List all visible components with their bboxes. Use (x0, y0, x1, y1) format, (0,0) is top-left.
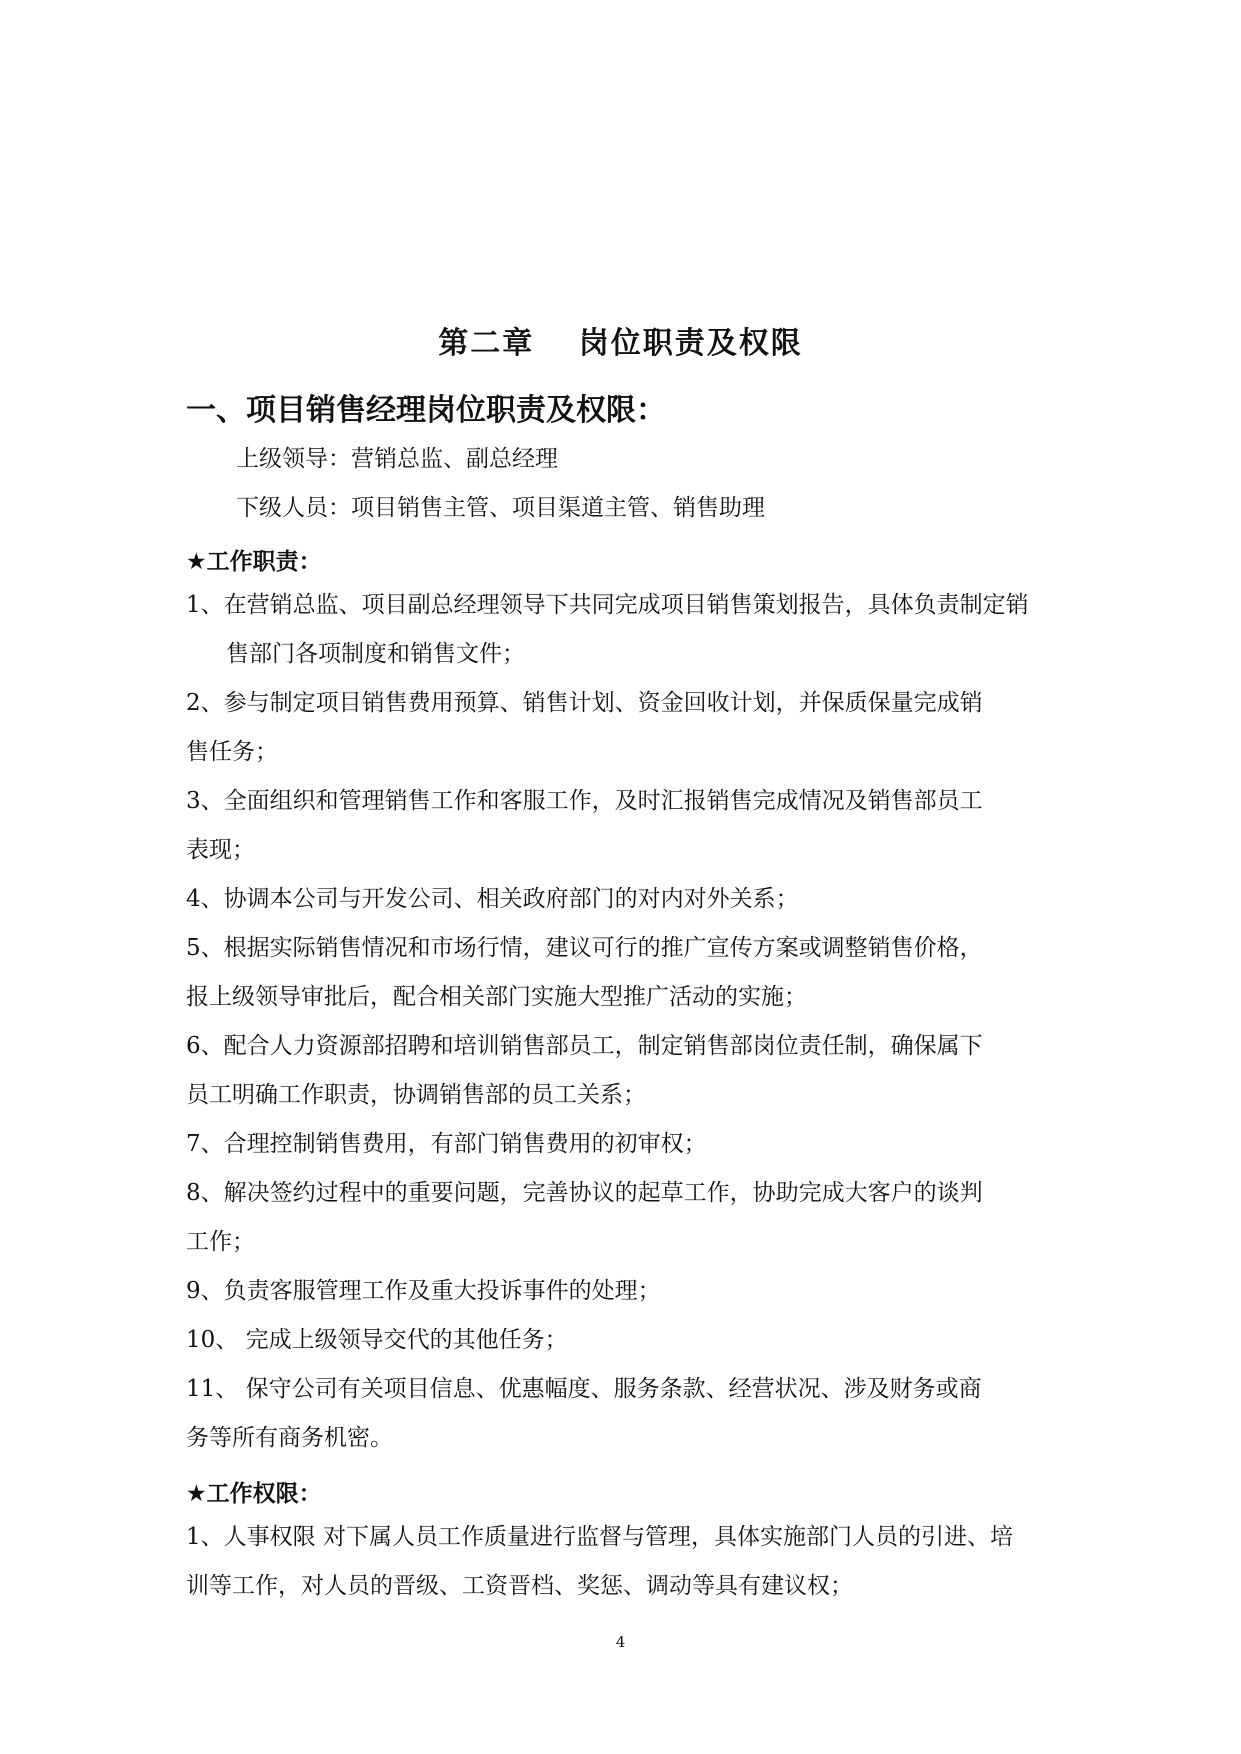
duty-3-line-2: 表现； (186, 837, 255, 863)
duty-7-line-1: 7、合理控制销售费用，有部门销售费用的初审权； (186, 1131, 707, 1157)
duty-6-line-1: 6、配合人力资源部招聘和培训销售部员工，制定销售部岗位责任制，确保属下 (186, 1033, 983, 1059)
duty-8-line-2: 工作； (186, 1229, 255, 1255)
duty-1-line-2: 售部门各项制度和销售文件； (226, 641, 525, 667)
duty-6-line-2: 员工明确工作职责，协调销售部的员工关系； (186, 1082, 646, 1108)
duty-9-line-1: 9、负责客服管理工作及重大投诉事件的处理； (186, 1278, 661, 1304)
section-title: 一、项目销售经理岗位职责及权限： (186, 393, 666, 428)
duty-2-line-2: 售任务； (186, 739, 278, 765)
chapter-title: 第二章 岗位职责及权限 (438, 326, 803, 361)
duty-1-line-1: 1、在营销总监、项目副总经理领导下共同完成项目销售策划报告，具体负责制定销 (186, 592, 1029, 618)
duty-2-line-1: 2、参与制定项目销售费用预算、销售计划、资金回收计划，并保质保量完成销 (186, 690, 983, 716)
superior-line: 上级领导：营销总监、副总经理 (236, 446, 558, 472)
duty-5-line-1: 5、根据实际销售情况和市场行情，建议可行的推广宣传方案或调整销售价格， (186, 935, 983, 961)
page-number: 4 (615, 1633, 626, 1651)
duty-11-line-1: 11、 保守公司有关项目信息、优惠幅度、服务条款、经营状况、涉及财务或商 (186, 1376, 982, 1402)
duty-8-line-1: 8、解决签约过程中的重要问题，完善协议的起草工作，协助完成大客户的谈判 (186, 1180, 983, 1206)
duties-heading: ★工作职责： (186, 549, 322, 575)
subordinates-line: 下级人员：项目销售主管、项目渠道主管、销售助理 (236, 495, 765, 521)
authority-1-line-1: 1、人事权限 对下属人员工作质量进行监督与管理，具体实施部门人员的引进、培 (186, 1524, 1013, 1550)
duty-5-line-2: 报上级领导审批后，配合相关部门实施大型推广活动的实施； (186, 984, 807, 1010)
authority-heading: ★工作权限： (186, 1481, 322, 1507)
authority-1-line-2: 训等工作，对人员的晋级、工资晋档、奖惩、调动等具有建议权； (186, 1573, 853, 1599)
duty-4-line-1: 4、协调本公司与开发公司、相关政府部门的对内对外关系； (186, 886, 799, 912)
duty-11-line-2: 务等所有商务机密。 (186, 1425, 393, 1451)
duty-3-line-1: 3、全面组织和管理销售工作和客服工作，及时汇报销售完成情况及销售部员工 (186, 788, 983, 814)
duty-10-line-1: 10、 完成上级领导交代的其他任务； (186, 1327, 568, 1353)
